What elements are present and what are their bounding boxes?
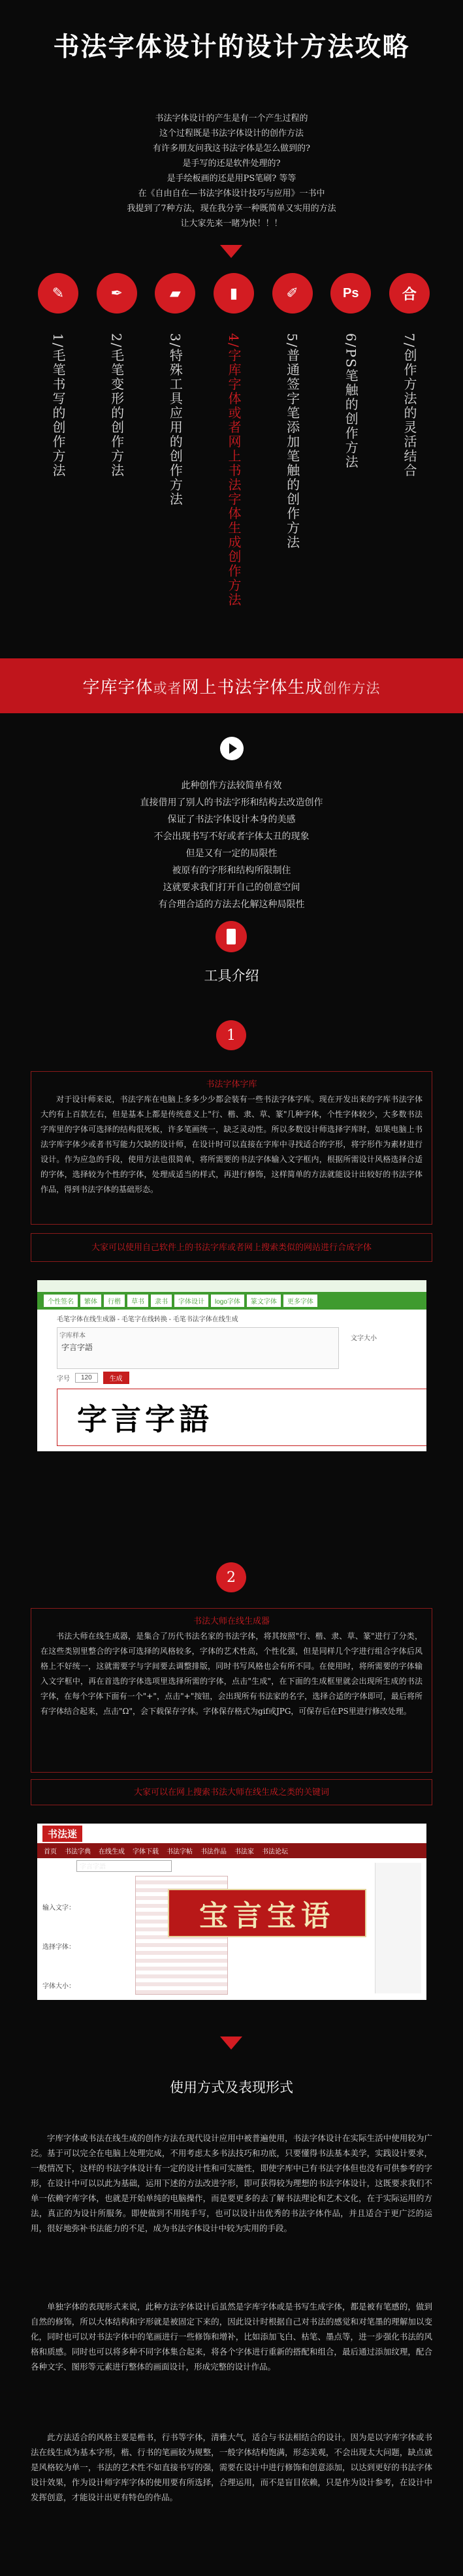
banner-part: 创作方法 <box>323 680 381 696</box>
tab-item[interactable]: logo字体 <box>211 1295 244 1307</box>
intro-line: 是手绘板画的还是用PS笔刷? 等等 <box>167 174 296 184</box>
usage-heading: 使用方式及表现形式 <box>170 2080 293 2095</box>
intro-line: 是手写的还是软件处理的? <box>182 159 281 169</box>
menu-item[interactable]: 书法论坛 <box>262 1848 288 1856</box>
banner-part: 字库字体 <box>82 677 153 698</box>
menu-item[interactable]: 字体下载 <box>133 1848 159 1856</box>
menu-item[interactable]: 在线生成 <box>99 1848 125 1856</box>
method-label-highlight: 4/字库字体或者网上书法字体生成创作方法 <box>225 333 242 607</box>
font-tool-icon: ▮ <box>214 273 254 314</box>
tab-bar <box>37 1292 426 1310</box>
intro-line: 书法字体设计的产生是有一个产生过程的 <box>155 114 308 123</box>
tab-item[interactable]: 个性签名 <box>44 1295 78 1307</box>
summary-line: 这就要求我们打开自己的创意空间 <box>163 882 300 893</box>
tab-item[interactable]: 更多字体 <box>283 1295 317 1307</box>
tab-item[interactable]: 草书 <box>127 1295 148 1307</box>
summary-line: 被原有的字形和结构所限制住 <box>172 865 291 876</box>
method-label: 2/毛笔变形的创作方法 <box>108 333 125 478</box>
site-logo: 书法迷 <box>42 1826 82 1842</box>
intro-line: 在《自由自在—书法字体设计技巧与应用》一书中 <box>138 189 325 199</box>
menu-item[interactable]: 书法家 <box>234 1848 254 1856</box>
banner-part: 网上书法字体生成 <box>182 677 323 698</box>
photoshop-icon: Ps <box>330 273 371 314</box>
input-value: 字言字語 <box>61 1343 93 1352</box>
tab-item[interactable]: 行楷 <box>104 1295 125 1307</box>
font-library-box <box>31 1071 432 1225</box>
tools-heading: 工具介绍 <box>204 968 259 984</box>
method-icons <box>38 273 430 319</box>
summary-line: 直接借用了别人的书法字形和结构去改造创作 <box>140 797 323 808</box>
size-select[interactable]: 120 <box>75 1373 98 1383</box>
tool-icon <box>216 921 247 952</box>
sidebar-panel <box>375 1863 421 1993</box>
preview-text: 宝言宝语 <box>199 1899 335 1933</box>
menu-item[interactable]: 书法作品 <box>200 1848 227 1856</box>
text-input-area[interactable] <box>57 1327 339 1369</box>
method-banner <box>0 658 463 713</box>
usage-paragraph: 字库字体或书法在线生成的创作方法在现代设计应用中被普遍使用，书法字体设计在实际生活中使用较为广泛。基于可以完全在电脑上处理完成，不用考虑太多书法技巧和功底，只要懂得书法基本美学，实践设计要求，一般情况下，这样的书法字体设计有一定的设计性和可实施性，即使字库中已有书法字体但也没有可供参考的字形，在设计中可以以此为基础，运用下述的方法改进字形，即可获得较为理想的书法字体设计，这既要求我们不单一依赖字库字体，也就是开始单纯的电脑操作，而是要更多的去了解书法理论和艺术文化，在于实际运用的方法，真正的为设计所服务。即使做到不用纯手写，也可以设计出优秀的书法字体作品，并且适合于更广泛的运用，很好地弥补书法能力的不足，成为书法字体设计中较为实用的手段。 <box>31 2133 432 2233</box>
summary-line: 不会出现书写不好或者字体太丑的现象 <box>153 831 310 842</box>
summary-line: 此种创作方法较简单有效 <box>181 781 282 791</box>
preview-area <box>57 1389 426 1446</box>
drawing-pen-icon: ✐ <box>272 273 313 314</box>
menu-item[interactable]: 书法字帖 <box>167 1848 193 1856</box>
intro-line: 让大家先来一睹为快！！！ <box>180 219 283 229</box>
generate-button[interactable]: 生成 <box>103 1372 129 1384</box>
form-label: 选择字体： <box>42 1944 75 1951</box>
menu-item[interactable]: 首页 <box>44 1848 57 1856</box>
calligraphy-master-box <box>31 1608 432 1773</box>
tab-item[interactable]: 篆文字体 <box>247 1295 281 1307</box>
pen-icon: ✒ <box>97 273 137 314</box>
size-label: 字号 <box>57 1376 70 1383</box>
method-label: 1/毛笔书写的创作方法 <box>50 333 66 478</box>
method-label: 6/PS笔触的创作方法 <box>343 333 359 470</box>
method-label: 5/普通签字笔添加笔触的创作方法 <box>284 333 300 550</box>
banner-part: 或者 <box>153 680 182 696</box>
tab-item[interactable]: 繁体 <box>80 1295 101 1307</box>
combine-icon: 合 <box>389 273 430 314</box>
preview-area <box>168 1889 366 1937</box>
chevron-down-icon <box>220 245 242 258</box>
screenshot-calligraphy-master <box>37 1824 426 2000</box>
site-menu <box>37 1843 426 1858</box>
intro-line: 有许多朋友问我这书法字体是怎么做到的? <box>153 144 310 153</box>
method-summary <box>0 777 463 913</box>
intro-text <box>0 111 463 231</box>
tip-note: 大家可以使用自己软件上的书法字库或者网上搜索类似的网站进行合成字体 <box>31 1233 432 1262</box>
form-labels <box>42 1889 75 2000</box>
play-icon <box>220 737 244 760</box>
usage-paragraph: 此方法适合的风格主要是楷书，行书等字体，清雅大气，适合与书法相结合的设计。因为是以字库字体或书法在线生成为基本字形，楷、行书的笔画较为规整，一般字体结构饱满，形态美观，不会出现太大问题，缺点就是风格较为单一，书法的艺术性不如直接书写的强，需要在设计中进行修饰和创意添加，以达到更好的书法字体设计效果，作为设计师字库字体的使用要有所选择，合理运用，而不是盲目依赖，只是作为设计参考，在设计中发挥创意，才能设计出更有特色的作品。 <box>31 2432 432 2502</box>
tab-item[interactable]: 隶书 <box>151 1295 172 1307</box>
box-title: 书法字体字库 <box>206 1080 257 1089</box>
page-heading: 毛笔字体在线生成器 - 毛笔字在线转换 - 毛笔书法字体在线生成 <box>57 1316 238 1323</box>
section-number: 2 <box>216 1562 246 1592</box>
text-input[interactable]: 字言字語 <box>76 1860 172 1872</box>
method-labels <box>38 333 430 607</box>
side-label: 文字大小 <box>351 1335 377 1342</box>
preview-text: 字言字語 <box>77 1402 213 1437</box>
summary-line: 但是又有一定的局限性 <box>185 848 278 859</box>
box-title: 书法大师在线生成器 <box>193 1617 270 1626</box>
usage-paragraph: 单独字体的表现形式来说，此种方法字体设计后虽然是字库字体或是书写生成字体，都是被有笔感的，做到自然的修饰，所以大体结构和字形就是被固定下来的，因此设计时根据自己对书法的感觉和对笔墨的理解加以变化，同时也可以对书法字体中的笔画进行一些修饰和增补，比如添加飞白、枯笔、墨点等，进一步强化书法的风格和质感。同时也可以将多种不同字体集合起来，将各个字体进行重新的搭配和组合，最后通过添加纹理，配合各种文字、图形等元素进行整体的画面设计，形成完整的设计作品。 <box>31 2302 432 2372</box>
summary-line: 有合理合适的方法去化解这种局限性 <box>158 899 305 910</box>
screenshot-font-generator <box>37 1280 426 1451</box>
tip-note: 大家可以在网上搜索书法大师在线生成之类的关键词 <box>31 1779 432 1805</box>
box-body: 对于设计师来说，书法字库在电脑上多多少少都会装有一些书法字体字库。现在开发出来的字库书法字体大约有上百款左右，但是基本上都是传统意义上"行、楷、隶、草、篆"几种字体，个性字体较少，大多数书法字库里的字体可选择的结构很死板，许多笔画统一，缺乏灵动性。所以多数设计师选择字库时，如果电脑上书法字库字体少或者书写能力欠缺的设计师，在设计时可以直接在字库中寻找适合的字形，将字形作为素材进行设计。作为应急的手段，使用方法也很简单，将所需要的书法字体输入文字框内，根据所需设计风格选择合适的字体，选择较为个性的字体，处理成适当的样式，再进行修饰，这样简单的方法就能设计出较好的书法字体作品，得到书法字体的基础形态。 <box>40 1095 423 1194</box>
input-label: 字库样本 <box>59 1332 86 1340</box>
form-label: 输入文字： <box>42 1905 75 1912</box>
method-label: 3/特殊工具应用的创作方法 <box>167 333 184 507</box>
brush-icon: ✎ <box>38 273 78 314</box>
tab-item[interactable]: 字体设计 <box>174 1295 208 1307</box>
menu-item[interactable]: 书法字典 <box>65 1848 91 1856</box>
summary-line: 保证了书法字体设计本身的美感 <box>167 814 296 825</box>
eraser-icon: ▰ <box>155 273 195 314</box>
method-label: 7/创作方法的灵活结合 <box>401 333 417 478</box>
intro-line: 这个过程既是书法字体设计的创作方法 <box>159 129 304 138</box>
box-body: 书法大师在线生成器，是集合了历代书法名家的书法字体，将其按照"行、楷、隶、草、篆"进行了分类，在这些类别里整合的字体可选择的风格较多，字体的艺术性高，个性化强，但是同样几个字进行组合字体后风格上不好统一，这就需要字与字间要去调整排版，同时书写风格也会有所不同。在使用时，将所需要的字体输入文字框中，再在首选的字体选项里选择所需的字体，点击"生成"，在下面的生成框里就会出现所生成的书法字体，在每个字体下面有一个"+"，点击"+"按钮，会出现所有书法家的名字，选择合适的字体即可，最后将所有字体结合起来，点击"Ω"，会下载保存字体。字体保存格式为gif或JPG，可保存后在PS里进行修改处理。 <box>40 1632 423 1716</box>
intro-line: 我提到了7种方法，现在我分享一种既简单又实用的方法 <box>127 204 336 214</box>
options-row <box>57 1372 129 1384</box>
chevron-down-icon <box>220 2037 242 2050</box>
form-label: 字体大小： <box>42 1983 75 1990</box>
section-number: 1 <box>216 1020 246 1050</box>
page-title: 书法字体设计的设计方法攻略 <box>53 31 410 62</box>
